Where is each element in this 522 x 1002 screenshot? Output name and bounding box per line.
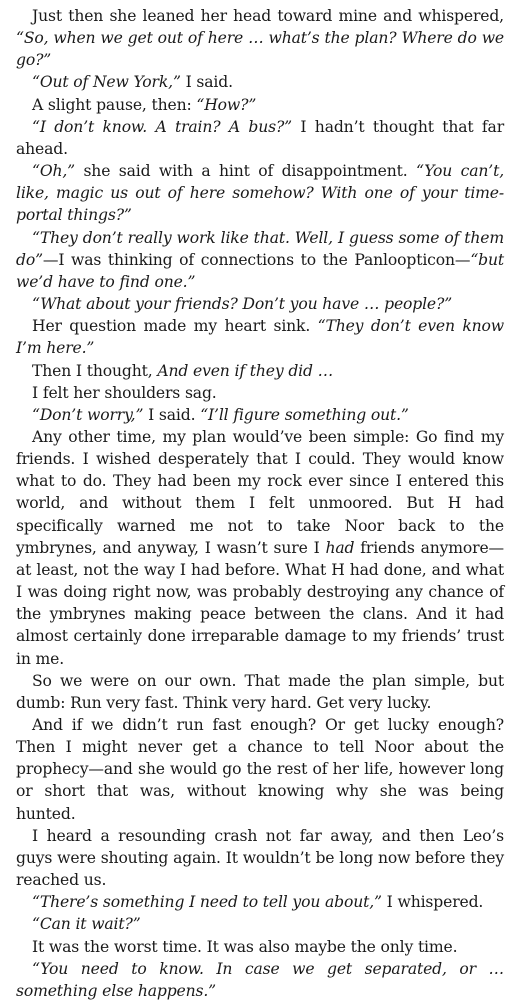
paragraph-14	[16, 714, 504, 825]
paragraph-13	[16, 670, 504, 714]
paragraph-7	[16, 293, 504, 315]
text-run: Any other time, my plan would’ve been simple: Go find my friends. I wished desperately that I could. They would know what to do. They had been my rock ever since I entered this world, and without them I felt unmoored. But H had specifically warned me not to take Noor back to the ymbrynes, and anyway, I wasn’t sure I	[16, 427, 504, 557]
paragraph-9	[16, 360, 504, 382]
text-run-italic: “You can’t, like, magic us out of here somehow? With one of your time-portal things?”	[16, 162, 505, 225]
text-run: Her question made my heart sink.	[32, 317, 318, 336]
text-run: So we were on our own. That made the plan simple, but dumb: Run very fast. Think very hard. Get very lucky.	[16, 671, 504, 712]
paragraph-12	[16, 426, 504, 670]
text-run-italic: “I’ll figure something out.”	[200, 405, 409, 424]
text-run-italic: “Oh,”	[32, 162, 75, 181]
text-run-italic: And even if they did …	[157, 361, 334, 380]
paragraph-19	[16, 958, 504, 1002]
paragraph-3	[16, 94, 504, 116]
text-run: she said with a hint of disappointment.	[74, 162, 416, 181]
text-run: A slight pause, then:	[32, 95, 197, 114]
text-run-italic: “but we’d have to find one.”	[16, 250, 504, 291]
paragraph-17	[16, 913, 504, 935]
text-run: Just then she leaned her head toward mine and whispered,	[32, 7, 504, 25]
text-run-italic: “They don’t even know I’m here.”	[16, 317, 504, 358]
paragraph-15	[16, 825, 504, 891]
text-run: I whispered.	[381, 893, 484, 912]
paragraph-10	[16, 382, 504, 404]
text-run-italic: “What about your friends? Don’t you have … people?”	[32, 295, 453, 314]
text-run-italic: “Out of New York,”	[32, 73, 181, 92]
text-run-italic: “Don’t worry,”	[32, 405, 144, 424]
text-run-italic: “You need to know. In case we get separated, or … something else happens.”	[16, 959, 504, 1000]
text-run: I hadn’t thought that far ahead.	[16, 117, 505, 158]
paragraph-4	[16, 116, 504, 160]
paragraph-6	[16, 227, 504, 293]
paragraph-11	[16, 404, 504, 426]
text-run-italic: “There’s something I need to tell you about,”	[32, 893, 382, 912]
text-run: And if we didn’t run fast enough? Or get lucky enough? Then I might never get a chance to tell Noor about the prophecy—and she would go the rest of her life, however long or short that was, without knowing why she was being hunted.	[16, 716, 504, 823]
paragraph-18	[16, 936, 504, 958]
paragraph-5	[16, 160, 504, 226]
text-run: Then I thought,	[32, 361, 158, 380]
text-run: friends anymore—at least, not the way I had before. What H had done, and what I was doing right now, was probably destroying any chance of the ymbrynes making peace between the clans. And it had almost certainly done irreparable damage to my friends’ trust in me.	[16, 538, 504, 668]
text-run: I felt her shoulders sag.	[32, 383, 217, 402]
text-run-italic: “How?”	[196, 95, 257, 114]
paragraph-8	[16, 315, 504, 359]
text-run-italic: “So, when we get out of here … what’s the plan? Where do we go?”	[16, 29, 504, 70]
paragraph-2	[16, 71, 504, 93]
text-run-italic: “Can it wait?”	[32, 915, 141, 934]
paragraph-1	[16, 5, 504, 71]
text-run-italic: “I don’t know. A train? A bus?”	[32, 117, 293, 136]
text-run: I heard a resounding crash not far away, and then Leo’s guys were shouting again. It wouldn’t be long now before they reached us.	[16, 826, 504, 890]
text-run: —I was thinking of connections to the Panloopticon—	[42, 250, 471, 269]
text-run: It was the worst time. It was also maybe the only time.	[32, 937, 458, 956]
text-run-italic: had	[325, 538, 355, 557]
text-run: I said.	[143, 405, 201, 424]
text-run-italic: “They don’t really work like that. Well, I guess some of them do”	[16, 228, 504, 269]
text-run: I said.	[180, 73, 233, 92]
paragraph-16	[16, 891, 504, 913]
